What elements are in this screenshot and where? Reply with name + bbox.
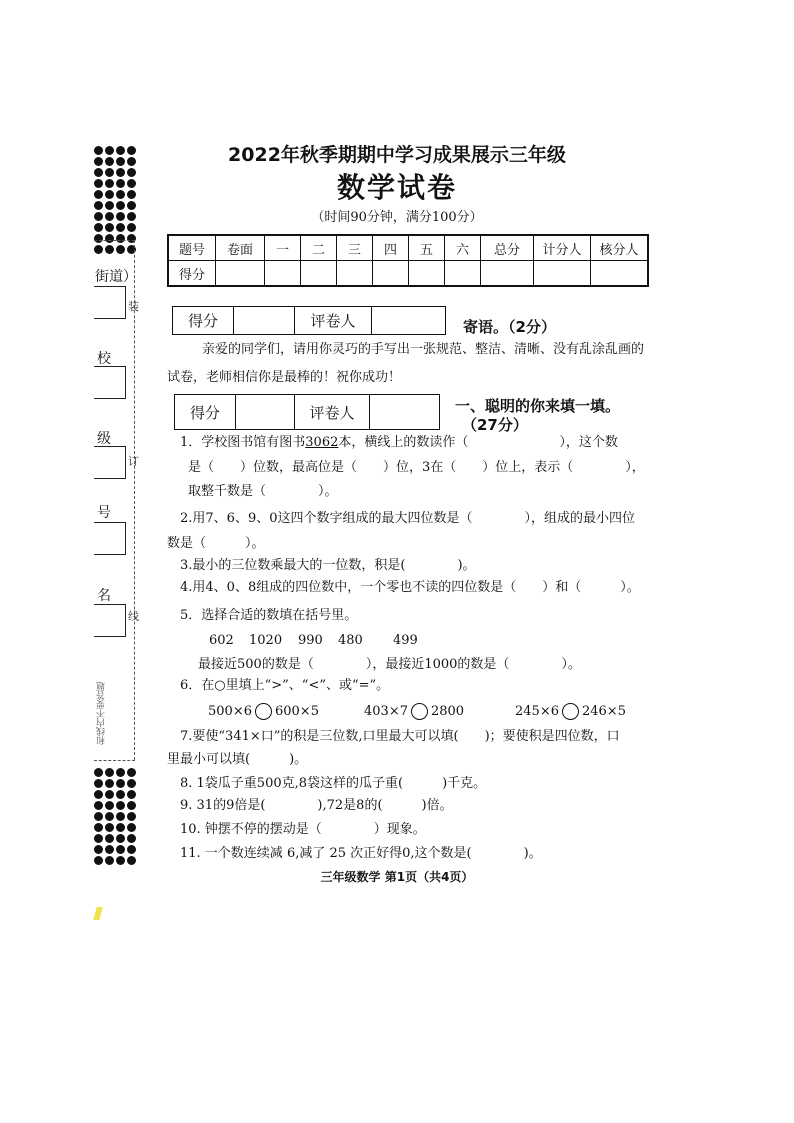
binding-dot [116, 801, 125, 810]
page-footer: 三年级数学 第1页（共4页） [320, 870, 474, 884]
question-1-text-b: 本，横线上的数读作（ ），这个数 [338, 435, 618, 450]
yellow-mark [93, 907, 102, 920]
question-2-line2: 数是（ ）。 [167, 536, 265, 551]
binding-box-class[interactable] [94, 446, 126, 479]
question-1-number: 3062 [305, 435, 339, 450]
question-2-line1: 2.用7、6、9、0这四个数字组成的最大四位数是（ ），组成的最小四位 [180, 511, 635, 526]
binding-dot [105, 856, 114, 865]
binding-dot [105, 245, 114, 254]
compare-circle-icon[interactable] [411, 703, 428, 720]
binding-dot [127, 823, 136, 832]
question-6-right: 2800 [430, 704, 465, 719]
grader-score-label: 得分 [173, 307, 234, 334]
exam-subtitle: （时间90分钟，满分100分） [311, 210, 483, 225]
binding-dot [116, 768, 125, 777]
score-header-cell: 二 [301, 235, 337, 261]
score-header-cell: 卷面 [216, 235, 265, 261]
grader-box-section1 [174, 394, 440, 430]
binding-dot [105, 812, 114, 821]
question-1-text-a: 1．学校图书馆有图书 [180, 435, 306, 450]
binding-box-name[interactable] [94, 604, 126, 637]
compare-circle-icon[interactable] [255, 703, 272, 720]
binding-dot [105, 790, 114, 799]
score-cell[interactable] [337, 261, 373, 287]
binding-dot [105, 779, 114, 788]
question-6-left: 500×6 [208, 704, 252, 719]
question-5-option: 1020 [249, 633, 283, 648]
binding-char-zhuang: 装 [128, 300, 139, 313]
score-header-cell: 三 [337, 235, 373, 261]
score-row-label: 得分 [168, 261, 216, 287]
binding-dot [94, 801, 103, 810]
score-header-cell: 五 [409, 235, 445, 261]
binding-dot [94, 779, 103, 788]
compare-circle-icon[interactable] [562, 703, 579, 720]
binding-dot [116, 845, 125, 854]
question-4: 4.用4、0、8组成的四位数中，一个零也不读的四位数是（ ）和（ ）。 [180, 580, 640, 595]
section0-line2: 试卷，老师相信你是最棒的！祝你成功！ [167, 370, 402, 385]
grader-score-field[interactable] [236, 395, 295, 429]
grader-score-field[interactable] [234, 307, 295, 334]
score-header-cell: 总分 [481, 235, 534, 261]
binding-label-class: 级 [97, 431, 111, 447]
binding-dot [105, 234, 114, 243]
binding-label-street: 街道） [95, 269, 137, 285]
grader-name-label: 评卷人 [295, 395, 370, 429]
binding-label-number: 号 [97, 505, 111, 521]
binding-dot [127, 790, 136, 799]
question-6-item [515, 703, 626, 721]
question-6-right: 600×5 [274, 704, 319, 719]
score-header-cell: 核分人 [591, 235, 649, 261]
binding-dot [127, 845, 136, 854]
binding-dot [116, 779, 125, 788]
binding-dot [127, 812, 136, 821]
question-3: 3.最小的三位数乘最大的一位数，积是( )。 [180, 558, 476, 573]
binding-border-top [94, 240, 135, 241]
binding-box-number[interactable] [94, 522, 126, 555]
binding-dot [105, 801, 114, 810]
question-1-line3: 取整千数是（ ）。 [188, 484, 338, 499]
score-header-cell: 四 [373, 235, 409, 261]
binding-box-school[interactable] [94, 366, 126, 399]
binding-dot [94, 845, 103, 854]
score-cell[interactable] [534, 261, 591, 287]
binding-dot [116, 856, 125, 865]
binding-char-ding: 订 [128, 455, 139, 468]
binding-dot [94, 768, 103, 777]
question-9: 9. 31的9倍是( ),72是8的( )倍。 [180, 798, 453, 813]
binding-label-school: 校 [97, 351, 111, 367]
binding-dot [105, 845, 114, 854]
question-5-option: 990 [298, 633, 323, 648]
binding-dot [116, 245, 125, 254]
score-header-cell: 一 [265, 235, 301, 261]
section0-title: 寄语。（2分） [463, 318, 556, 336]
binding-dot [116, 834, 125, 843]
exam-title-line2: 数学试卷 [336, 171, 457, 204]
binding-scrawl: 和线内不要答题 [97, 682, 107, 745]
binding-dot [94, 812, 103, 821]
question-6-item [208, 703, 319, 721]
binding-dot [127, 779, 136, 788]
binding-dot [127, 801, 136, 810]
binding-dot [105, 834, 114, 843]
grader-score-label: 得分 [175, 395, 236, 429]
question-7-line2: 里最小可以填( )。 [167, 752, 308, 767]
binding-border-bottom [94, 760, 135, 761]
score-table-score-row [168, 261, 648, 287]
score-header-cell: 题号 [168, 235, 216, 261]
binding-char-xian: 线 [128, 610, 139, 623]
binding-box-street[interactable] [94, 286, 126, 319]
exam-title-line1: 2022年秋季期期中学习成果展示三年级 [228, 144, 566, 166]
question-6-left: 403×7 [364, 704, 408, 719]
question-6: 6．在○里填上“>”、“<”、或“=”。 [180, 678, 390, 693]
binding-dot [94, 245, 103, 254]
question-5-option: 499 [393, 633, 418, 648]
binding-dot [105, 768, 114, 777]
binding-dots-bottom [94, 768, 138, 865]
section1-title-line2: （27分） [462, 416, 528, 434]
binding-dot [127, 768, 136, 777]
question-8: 8. 1袋瓜子重500克,8袋这样的瓜子重( )千克。 [180, 776, 487, 791]
score-cell[interactable] [265, 261, 301, 287]
grader-name-label: 评卷人 [295, 307, 372, 334]
score-cell[interactable] [591, 261, 649, 287]
binding-dot [94, 234, 103, 243]
section1-title-line1: 一、聪明的你来填一填。 [455, 397, 621, 415]
binding-dot [116, 812, 125, 821]
question-6-left: 245×6 [515, 704, 559, 719]
binding-dot [94, 790, 103, 799]
question-5-line3: 最接近500的数是（ ），最接近1000的数是（ ）。 [198, 657, 581, 672]
binding-label-name: 名 [97, 588, 111, 604]
score-cell[interactable] [301, 261, 337, 287]
question-5-option: 602 [209, 633, 234, 648]
score-cell[interactable] [409, 261, 445, 287]
grader-name-field[interactable] [370, 395, 439, 429]
binding-dot [94, 856, 103, 865]
score-cell[interactable] [373, 261, 409, 287]
binding-dashed-line [134, 240, 135, 760]
score-table [167, 234, 649, 287]
question-10: 10. 钟摆不停的摆动是（ ）现象。 [180, 822, 426, 837]
score-header-cell: 六 [445, 235, 481, 261]
question-7-line1: 7.要使“341×口”的积是三位数,口里最大可以填( )；要使积是四位数，口 [180, 729, 620, 744]
score-cell[interactable] [445, 261, 481, 287]
question-5-option: 480 [338, 633, 363, 648]
section0-line1: 亲爱的同学们，请用你灵巧的手写出一张规范、整洁、清晰、没有乱涂乱画的 [202, 342, 645, 357]
binding-dot [94, 823, 103, 832]
score-cell[interactable] [481, 261, 534, 287]
score-cell[interactable] [216, 261, 265, 287]
question-1-line2: 是（ ）位数，最高位是（ ）位，3在（ ）位上，表示（ ）， [188, 460, 645, 475]
grader-name-field[interactable] [372, 307, 445, 334]
score-header-cell: 计分人 [534, 235, 591, 261]
binding-dot [127, 834, 136, 843]
question-1-line1 [180, 434, 618, 452]
binding-dot [127, 856, 136, 865]
question-11: 11. 一个数连续减 6,减了 25 次正好得0,这个数是( )。 [180, 846, 542, 861]
question-6-right: 246×5 [581, 704, 626, 719]
binding-dot [116, 790, 125, 799]
question-6-item [364, 703, 464, 721]
binding-dot [94, 834, 103, 843]
binding-dot [105, 823, 114, 832]
score-table-header-row [168, 235, 648, 261]
question-5: 5．选择合适的数填在括号里。 [180, 608, 358, 623]
binding-dot [116, 823, 125, 832]
binding-dot [116, 234, 125, 243]
grader-box-section0 [172, 306, 446, 335]
